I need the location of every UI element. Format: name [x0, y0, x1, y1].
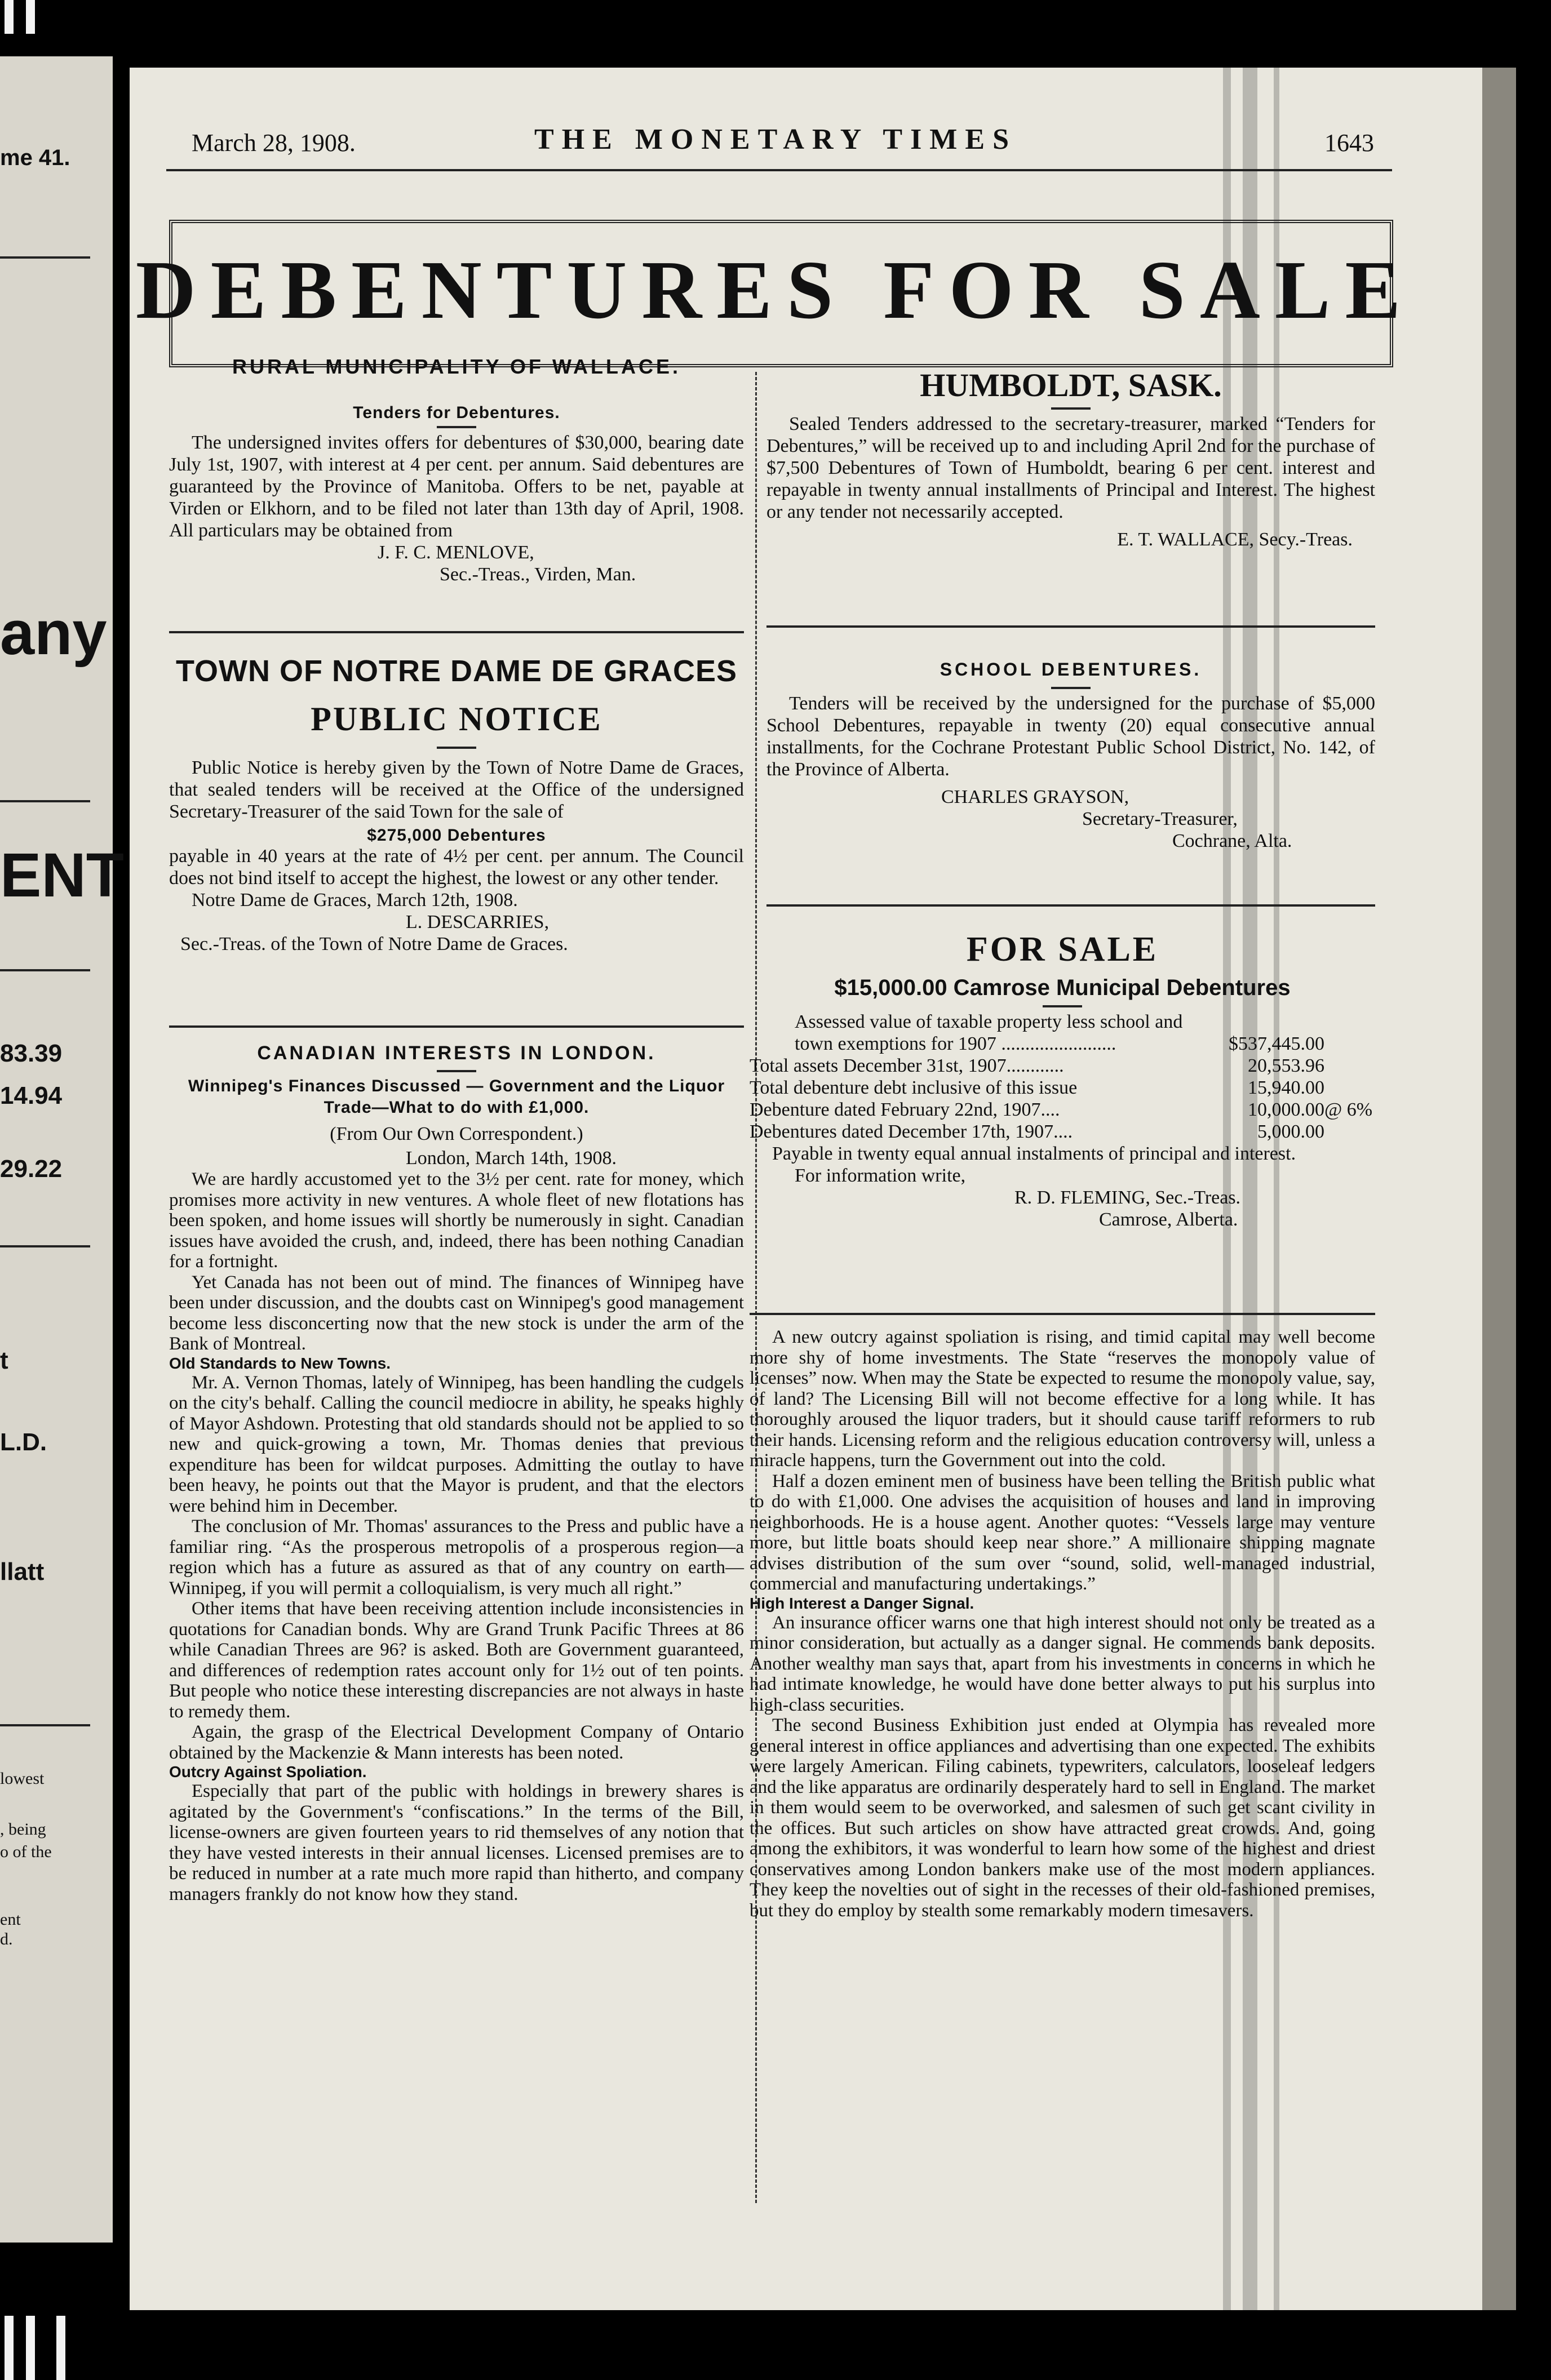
london-paragraph: The second Business Exhibition just ended at Olympia has revealed more general interest in office appliances and advertising than one expected. The exhibits were largely American. Filing cabinets, typewriters, calculators, looseleaf ledgers and the like apparatus are ordinarily desperately hard to sell in England. The market in them would seem to be overworked, and salesmen of such get scant civility in the offices. But such articles on show have attracted great crowds. And, going among the exhibitors, it was wonderful to learn how some of the highest and driest conservatives among London bankers make use of the most modern appliances. They keep the novelties out of sight in the recesses of their old-fashioned premises, but they do employ by stealth some remarkably modern timesavers.: [750, 1715, 1375, 1921]
camrose-row: [750, 1055, 1375, 1077]
camrose-row-extra: [1324, 1055, 1375, 1077]
school-heading: SCHOOL DEBENTURES.: [940, 659, 1202, 680]
london-article: [169, 1042, 744, 1904]
london-paragraph: Other items that have been receiving attention include inconsistencies in quotations for Canadian bonds. Why are Grand Trunk Pacific Threes at 86 while Canadian Threes are 96? is asked. Both are Government guaranteed, and differences of redemption rates account only for 1½ out of ten points. But people who notice these interesting discrepancies are not always in haste to remedy them.: [169, 1598, 744, 1722]
prev-page-text: d.: [0, 1930, 13, 1948]
london-dateline: London, March 14th, 1908.: [406, 1148, 617, 1169]
issue-date: March 28, 1908.: [192, 129, 356, 157]
column-divider: [755, 372, 757, 2203]
prev-page-text: ent: [0, 1910, 21, 1929]
notre-dame-signature-title: Sec.-Treas. of the Town of Notre Dame de Graces.: [180, 934, 568, 954]
camrose-row-label: Debenture dated February 22nd, 1907....: [750, 1099, 1060, 1120]
publication-title: THE MONETARY TIMES: [534, 123, 1017, 156]
london-paragraph: Yet Canada has not been out of mind. The finances of Winnipeg have been under discussion, and the doubts cast on Winnipeg's good management become less disconcerting now that the new stock is under the arm of the Bank of Montreal.: [169, 1272, 744, 1354]
school-signature-title: Secretary-Treasurer,: [1082, 809, 1238, 829]
notre-dame-terms: payable in 40 years at the rate of 4½ per cent. per annum. The Council does not bind itself to accept the highest, the lowest or any other tender.: [169, 846, 744, 889]
camrose-row-label: Debentures dated December 17th, 1907....: [750, 1121, 1073, 1142]
film-mark: [56, 2316, 65, 2380]
prev-page-text: any: [0, 598, 107, 668]
notre-dame-heading: TOWN OF NOTRE DAME DE GRACES: [175, 654, 738, 688]
prev-page-text: o of the: [0, 1842, 52, 1861]
header-rule: [166, 169, 1392, 171]
camrose-row-extra: [1324, 1077, 1375, 1099]
humboldt-notice: [766, 366, 1375, 550]
film-mark: [5, 2316, 14, 2380]
london-paragraph: The conclusion of Mr. Thomas' assurances to the Press and public have a familiar ring. “As the prosperous metropolis of a prosperous region—a region which has a future as assured as that of any country on earth—Winnipeg, if you will permit a colloquialism, is very much all right.”: [169, 1516, 744, 1598]
london-paragraph: Especially that part of the public with holdings in brewery shares is agitated by the Government's “confiscations.” In the terms of the Bill, license-owners are given fourteen years to rid themselves of any notion that they have vested interests in their annual licenses. Licensed premises are to be reduced in number at a rate much more rapid than hitherto, and company managers frankly do not know how they stand.: [169, 1781, 744, 1904]
london-paragraph: We are hardly accustomed yet to the 3½ per cent. rate for money, which promises more activity in new ventures. A whole fleet of new flotations has been spoken, and home issues will shortly be numerously in sight. Canadian issues have avoided the crush, and, indeed, there has been nothing Canadian for a fortnight.: [169, 1169, 744, 1272]
london-paragraph: Mr. A. Vernon Thomas, lately of Winnipeg, has been handling the cudgels on the city's behalf. Calling the council mediocre in ability, he speaks highly of Mayor Ashdown. Protesting that old standards should not be applied to so new and quick-growing a town, Mr. Thomas denies that previous expenditure has been for wildcat purposes. Admitting the outlay to have been heavy, he points out that the Mayor is prudent, and that the electors were behind him in December.: [169, 1372, 744, 1516]
prev-page-rule: [0, 1245, 90, 1247]
prev-page-text: L.D.: [0, 1428, 47, 1456]
london-section-heading: Old Standards to New Towns.: [169, 1354, 391, 1372]
camrose-payable: Payable in twenty equal annual instalments of principal and interest.: [772, 1143, 1296, 1164]
notre-dame-signature: L. DESCARRIES,: [406, 912, 550, 933]
london-subhead: Winnipeg's Finances Discussed — Government and the Liquor Trade—What to do with £1,000.: [188, 1077, 725, 1117]
prev-page-rule: [0, 969, 90, 971]
london-paragraph: Again, the grasp of the Electrical Development Company of Ontario obtained by the Mackenzie & Mann interests has been noted.: [169, 1722, 744, 1763]
camrose-row-label: Total debenture debt inclusive of this issue: [750, 1077, 1078, 1098]
wallace-signature-title: Sec.-Treas., Virden, Man.: [440, 564, 636, 585]
wallace-signature: J. F. C. MENLOVE,: [378, 542, 534, 563]
banner-title: DEBENTURES FOR SALE: [135, 244, 1416, 336]
camrose-assessed-label: Assessed value of taxable property less school and town exemptions for 1907 ........................: [795, 1011, 1183, 1054]
school-notice: [766, 659, 1375, 852]
camrose-signature: R. D. FLEMING, Sec.-Treas.: [1014, 1187, 1241, 1208]
film-mark: [26, 0, 35, 34]
wallace-notice: [169, 355, 744, 585]
camrose-signature-place: Camrose, Alberta.: [1099, 1209, 1238, 1230]
london-source: (From Our Own Correspondent.): [330, 1124, 583, 1144]
wallace-body: The undersigned invites offers for debentures of $30,000, bearing date July 1st, 1907, with interest at 4 per cent. per annum. Said debentures are guaranteed by the Province of Manitoba. Offers to be net, payable at Virden or Elkhorn, and to be filed not later than 13th day of April, 1908. All particulars may be obtained from: [169, 432, 744, 541]
camrose-row-extra: [1324, 1121, 1375, 1143]
short-rule: [1051, 687, 1091, 689]
london-paragraph: Half a dozen eminent men of business have been telling the British public what to do with £1,000. One advises the acquisition of houses and land in improving neighborhoods. He is a house agent. Another quotes: “Vessels large may venture more, but little boats should keep near shore.” A millionaire shipping magnate advises distribution of the sum over “sound, solid, well-managed industrial, commercial and manufacturing undertakings.”: [750, 1471, 1375, 1594]
wallace-heading: RURAL MUNICIPALITY OF WALLACE.: [232, 355, 681, 378]
london-article-continued: [750, 1327, 1375, 1921]
london-paragraph: A new outcry against spoliation is rising, and timid capital may well become more shy of home investments. The State “reserves the monopoly value of licenses” now. When may the State be expected to resume the monopoly value, say, of land? The Licensing Bill will not become effective for a long while. It has thoroughly aroused the liquor traders, but it should cause tariff reformers to rub their hands. Licensing reform and the religious education controversy will, unless a miracle happens, turn the Government out into the cold.: [750, 1327, 1375, 1471]
camrose-row-extra: @ 6%: [1324, 1099, 1373, 1120]
notre-dame-amount: $275,000 Debentures: [367, 826, 546, 845]
london-heading: CANADIAN INTERESTS IN LONDON.: [257, 1042, 656, 1064]
london-paragraph: An insurance officer warns one that high interest should not only be treated as a minor consideration, but actually as a danger signal. He commends bank deposits. Another wealthy man says that, apart from his investments in concerns in which he had intimate knowledge, he would have done better always to put his surplus into high-class securities.: [750, 1612, 1375, 1715]
prev-page-text: t: [0, 1347, 8, 1374]
previous-page-edge: [0, 56, 124, 2243]
camrose-row: [750, 1077, 1375, 1099]
binding-strip: [1482, 68, 1516, 2310]
wallace-subhead: Tenders for Debentures.: [353, 403, 560, 422]
camrose-row-value: 20,553.96: [1248, 1055, 1324, 1076]
short-rule: [1043, 1005, 1082, 1007]
camrose-row-value: 5,000.00: [1257, 1121, 1324, 1142]
camrose-row-value: 15,940.00: [1248, 1077, 1324, 1098]
prev-page-text: , being: [0, 1820, 46, 1839]
prev-page-text: ENT: [0, 841, 124, 910]
short-rule: [437, 747, 476, 749]
camrose-subhead: $15,000.00 Camrose Municipal Debentures: [834, 975, 1291, 1000]
school-signature: CHARLES GRAYSON,: [941, 787, 1129, 807]
notre-dame-subhead: PUBLIC NOTICE: [311, 700, 602, 738]
section-rule: [766, 904, 1375, 907]
camrose-extra: [1324, 1011, 1375, 1055]
london-section-heading: Outcry Against Spoliation.: [169, 1763, 367, 1780]
section-rule: [750, 1313, 1375, 1315]
camrose-row-value: 10,000.00: [1248, 1099, 1324, 1120]
film-mark: [26, 2316, 35, 2380]
london-section-heading: High Interest a Danger Signal.: [750, 1594, 974, 1612]
camrose-notice: [750, 930, 1375, 1231]
prev-page-rule: [0, 1724, 90, 1726]
camrose-assessed-row: [750, 1011, 1375, 1055]
prev-page-rule: [0, 800, 90, 802]
notre-dame-body: Public Notice is hereby given by the Town of Notre Dame de Graces, that sealed tenders will be received at the Office of the undersigned Secretary-Treasurer of the said Town for the sale of: [169, 757, 744, 822]
humboldt-body: Sealed Tenders addressed to the secretary-treasurer, marked “Tenders for Debentures,” will be received up to and including April 2nd for the purchase of $7,500 Debentures of Town of Humboldt, bearing 6 per cent. interest and repayable in twenty annual installments of Principal and Interest. The highest or any tender not necessarily accepted.: [766, 414, 1375, 522]
prev-page-text: 83.39: [0, 1040, 63, 1067]
camrose-assessed-value: $537,445.00: [1229, 1033, 1324, 1054]
short-rule: [1051, 407, 1091, 410]
prev-page-text: llatt: [0, 1558, 45, 1586]
camrose-row: [750, 1121, 1375, 1143]
camrose-row-label: Total assets December 31st, 1907............: [750, 1055, 1064, 1076]
school-body: Tenders will be received by the undersigned for the purchase of $5,000 School Debentures, repayable in twenty (20) equal consecutive annual installments, for the Cochrane Protestant Public School District, No. 142, of the Province of Alberta.: [766, 693, 1375, 780]
page-number: 1643: [1324, 129, 1374, 157]
camrose-row: [750, 1099, 1375, 1121]
school-signature-place: Cochrane, Alta.: [1172, 831, 1292, 851]
section-rule: [766, 625, 1375, 628]
short-rule: [437, 426, 476, 428]
humboldt-heading: HUMBOLDT, SASK.: [920, 367, 1222, 403]
short-rule: [437, 1070, 476, 1072]
film-mark: [5, 0, 14, 34]
camrose-heading: FOR SALE: [966, 930, 1159, 969]
section-rule: [169, 1025, 744, 1028]
section-rule: [169, 631, 744, 633]
prev-page-text: 14.94: [0, 1082, 63, 1109]
prev-page-text: lowest: [0, 1769, 45, 1788]
camrose-info: For information write,: [795, 1165, 966, 1186]
prev-page-text: 29.22: [0, 1155, 63, 1183]
notre-dame-notice: [169, 654, 744, 955]
prev-page-text: me 41.: [0, 145, 70, 170]
notre-dame-dateline: Notre Dame de Graces, March 12th, 1908.: [192, 890, 518, 911]
humboldt-signature: E. T. WALLACE, Secy.-Treas.: [1117, 529, 1353, 550]
